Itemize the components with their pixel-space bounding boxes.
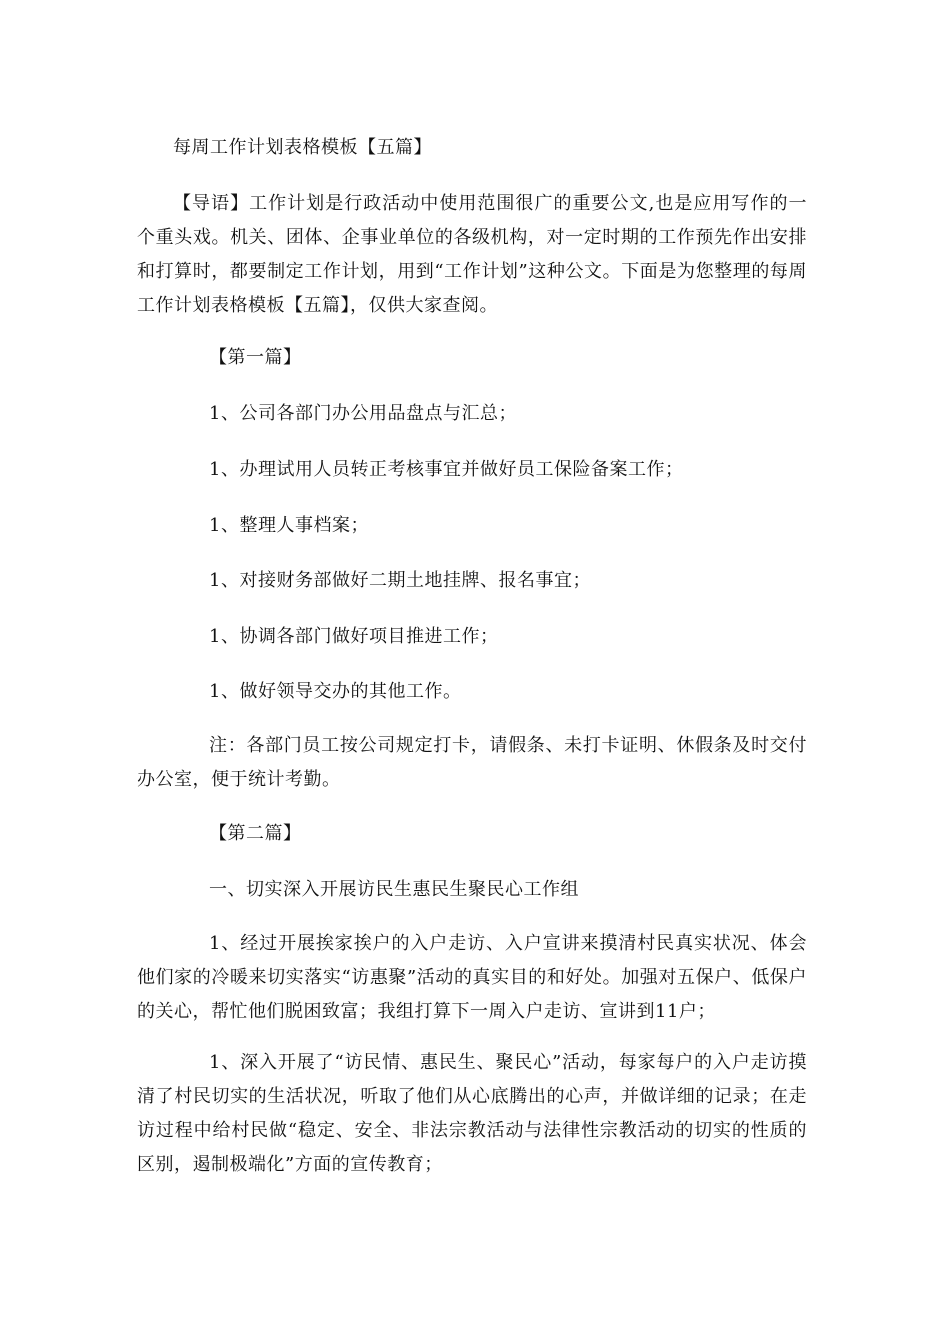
section-1-note: 注：各部门员工按公司规定打卡，请假条、未打卡证明、休假条及时交付办公室，便于统计考勤。 bbox=[137, 735, 807, 790]
section-1-item: 1、对接财务部做好二期土地挂牌、报名事宜； bbox=[209, 570, 591, 591]
section-1-item: 1、做好领导交办的其他工作。 bbox=[209, 681, 462, 702]
document-title: 每周工作计划表格模板【五篇】 bbox=[173, 137, 432, 158]
section-1-item: 1、协调各部门做好项目推进工作； bbox=[209, 626, 499, 647]
section-1-heading: 【第一篇】 bbox=[209, 347, 302, 368]
section-2-paragraph: 1、深入开展了“访民情、惠民生、聚民心”活动，每家每户的入户走访摸清了村民切实的生活状况，听取了他们从心底腾出的心声，并做详细的记录；在走访过程中给村民做“稳定、安全、非法宗教活动与法律性宗教活动的切实的性质的区别，遏制极端化”方面的宣传教育； bbox=[137, 1052, 807, 1175]
intro-paragraph: 【导语】工作计划是行政活动中使用范围很广的重要公文,也是应用写作的一个重头戏。机关、团体、企事业单位的各级机构，对一定时期的工作预先作出安排和打算时，都要制定工作计划，用到“工作计划”这种公文。下面是为您整理的每周工作计划表格模板【五篇】，仅供大家查阅。 bbox=[137, 193, 807, 316]
section-2-paragraph: 1、经过开展挨家挨户的入户走访、入户宣讲来摸清村民真实状况、体会他们家的冷暖来切实落实“访惠聚”活动的真实目的和好处。加强对五保户、低保户的关心，帮忙他们脱困致富；我组打算下一周入户走访、宣讲到11户； bbox=[137, 933, 807, 1022]
section-1-item: 1、办理试用人员转正考核事宜并做好员工保险备案工作； bbox=[209, 459, 684, 480]
section-1-item: 1、公司各部门办公用品盘点与汇总； bbox=[209, 403, 517, 424]
section-2-subheading: 一、切实深入开展访民生惠民生聚民心工作组 bbox=[209, 879, 579, 900]
section-2-heading: 【第二篇】 bbox=[209, 823, 302, 844]
section-1-item: 1、整理人事档案； bbox=[209, 515, 369, 536]
